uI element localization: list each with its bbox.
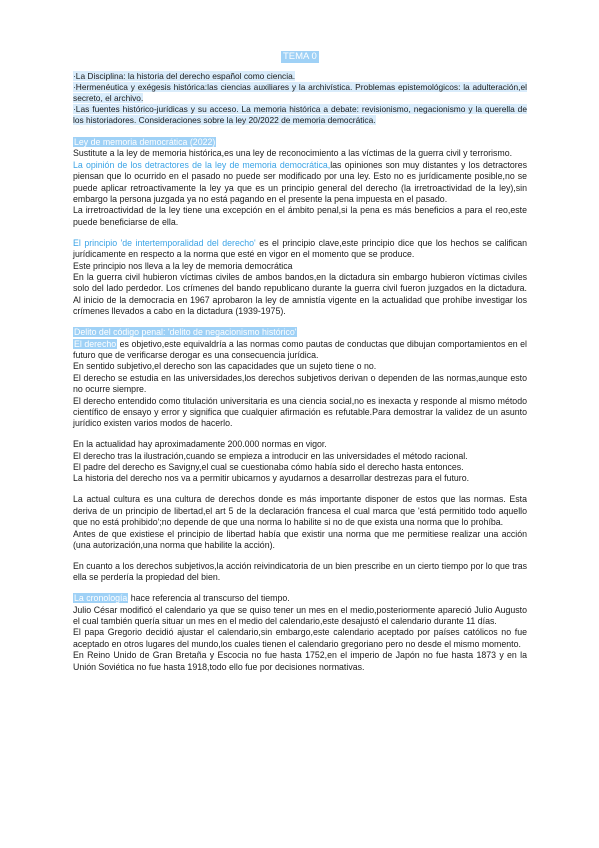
paragraph: La historia del derecho nos va a permitir ubicarnos y ayudarnos a desarrollar destrezas para el futuro. — [73, 473, 470, 484]
highlighted-phrase: La cronología — [74, 593, 128, 604]
highlighted-phrase: El derecho — [74, 338, 117, 349]
index-item: ·Las fuentes histórico-jurídicas y su acceso. La memoria histórica a debate: revisionismo, negacionismo y la querella de los historiadores. Consideraciones sobre la ley 20/2022 de memoria democrática. — [73, 104, 527, 125]
paragraph — [73, 160, 527, 206]
paragraph: El papa Gregorio decidió ajustar el calendario,sin embargo,este calendario aceptado por países católicos no fue aceptado en otros lugares del mundo,los cuales tienen el calendario gregoriano pero no desde el mismo momento. — [73, 627, 527, 649]
paragraph: Sustitute a la ley de memoria histórica,es una ley de reconocimiento a las víctimas de la guerra civil y terrorismo. — [73, 148, 513, 159]
section-heading: Delito del código penal: 'delito de negacionismo histórico' — [74, 327, 297, 338]
paragraph: En sentido subjetivo,el derecho son las capacidades que un sujeto tiene o no. — [73, 361, 377, 372]
paragraph-text: es objetivo,este equivaldría a las normas como pautas de conductas que dibujan comportamientos en el futuro que de verificarse derogar es una consecuencia jurídica. — [73, 338, 528, 360]
index-item: ·La Disciplina: la historia del derecho español como ciencia. — [73, 71, 296, 81]
highlighted-phrase: La opinión de los detractores de la ley de memoria democrática, — [73, 159, 331, 170]
section-heading: Ley de memoria democrática (2022) — [74, 137, 216, 147]
paragraph — [73, 238, 527, 261]
paragraph — [73, 593, 527, 604]
document-body — [73, 137, 527, 673]
highlighted-phrase: El principio 'de intertemporalidad del derecho' — [73, 237, 256, 248]
paragraph: En cuanto a los derechos subjetivos,la acción reivindicatoria de un bien prescribe en un cierto tiempo por lo que tras ella se perdería la propiedad del bien. — [73, 560, 527, 583]
paragraph-text: las opiniones son muy distantes y los detractores piensan que lo ocurrido en el pasado no puede ser modificado por una ley. Esto no es jurídicamente posible,no se puede aplicar retroactivamente la ley ya que es un principio general del derecho (la irretroactividad de la ley),sin embargo la persona juzgada ya no está pagando en el presente la pena impuesta en el pasado. — [73, 159, 527, 205]
paragraph: El derecho entendido como titulación universitaria es una ciencia social,no es inexacta y responde al mismo método científico de ensayo y error y significa que cualquier afirmación es refutable.Para demostrar la validez de un asunto jurídico existen varios modos de hacerlo. — [73, 395, 527, 429]
index-item: ·Hermenéutica y exégesis histórica:las ciencias auxiliares y la archivística. Problemas epistemológicos: la adulteración,el secreto, el archivo. — [73, 82, 527, 103]
paragraph — [73, 339, 527, 362]
paragraph: Julio César modificó el calendario ya que se quiso tener un mes en el medio,posteriormente apareció Julio Augusto el cual también quería situar un mes en el medio del calendario,este desajustó el calendario durante 11 días. — [73, 604, 527, 627]
paragraph: Este principio nos lleva a la ley de memoria democrática — [73, 260, 293, 271]
paragraph: El derecho se estudia en las universidades,los derechos subjetivos derivan o dependen de las normas,aunque esto no ocurre siempre. — [73, 372, 527, 395]
paragraph: Antes de que existiese el principio de libertad había que existir una norma que me permitiese realizar una acción (una autorización,una norma que habilite la acción). — [73, 528, 527, 550]
paragraph: La irretroactividad de la ley tiene una excepción en el ámbito penal,si la pena es más beneficios a para el reo,este puede beneficiarse de ella. — [73, 205, 527, 227]
paragraph: En la actualidad hay aproximadamente 200.000 normas en vigor. — [73, 439, 327, 450]
paragraph: El padre del derecho es Savigny,el cual se cuestionaba cómo había sido el derecho hasta entonces. — [73, 462, 464, 473]
paragraph-text: hace referencia al transcurso del tiempo. — [128, 593, 290, 604]
paragraph: El derecho tras la ilustración,cuando se empieza a introducir en las universidades el método racional. — [73, 450, 468, 461]
paragraph: En la guerra civil hubieron víctimas civiles de ambos bandos,en la dictadura sin embargo hubieron víctimas civiles solo del lado perdedor. Los crímenes del bando republicano durante la guerra civil fueron juzgados en la dictadura. Al inicio de la democracia en 1967 aprobaron la ley de amnistía vigente en la actualidad que prohíbe investigar los crímenes llevados a cabo en la dictadura (1939-1975). — [73, 271, 527, 317]
page-title: TEMA 0 — [283, 51, 317, 62]
paragraph: En Reino Unido de Gran Bretaña y Escocia no fue hasta 1752,en el imperio de Japón no fue hasta 1873 y en la Unión Soviética no fue hasta 1918,todo ello fue por decisiones normativas. — [73, 650, 527, 672]
paragraph: La actual cultura es una cultura de derechos donde es más importante disponer de estos que las normas. Esta deriva de un principio de libertad,el art 5 de la declaración francesa el cual marca que 'está permitido todo aquello que no está prohibido';no depende de que una norma lo habilite si no de que exista una norma que lo prohíba. — [73, 494, 527, 528]
topic-index — [73, 71, 527, 126]
paragraph-text: es el principio clave,este principio dice que los hechos se califican jurídicamente en respecto a la norma que esté en vigor en el momento que se produce. — [73, 237, 527, 260]
